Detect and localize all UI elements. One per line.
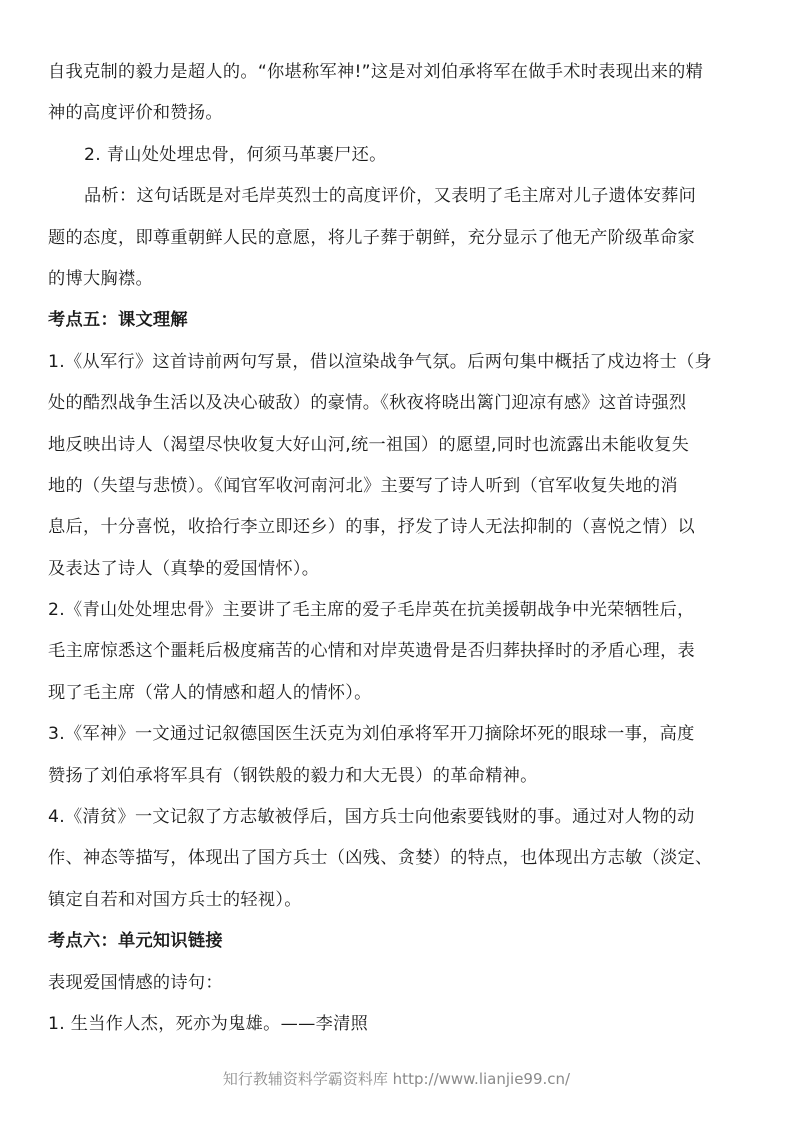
paragraph-line: 表现爱国情感的诗句：: [48, 972, 223, 993]
list-item-line: 毛主席惊悉这个噩耗后极度痛苦的心情和对岸英遗骨是否归葬抉择时的矛盾心理，表: [48, 641, 696, 662]
list-item-line: 处的酷烈战争生活以及决心破敌）的豪情。《秋夜将晓出篱门迎凉有感》这首诗强烈: [48, 393, 687, 414]
list-item-line: 1.《从军行》这首诗前两句写景，借以渲染战争气氛。后两句集中概括了戍边将士（身: [48, 351, 713, 372]
document-page: [48, 52, 748, 1045]
list-item-line: 现了毛主席（常人的情感和超人的情怀）。: [48, 682, 372, 703]
list-item-line: 息后，十分喜悦，收拾行李立即还乡）的事，抒发了诗人无法抑制的（喜悦之情）以: [48, 517, 696, 538]
list-item-line: 镇定自若和对国方兵士的轻视）。: [48, 889, 302, 910]
analysis-line: 品析：这句话既是对毛岸英烈士的高度评价，又表明了毛主席对儿子遗体安葬问: [84, 186, 697, 207]
paragraph-line: 题的态度，即尊重朝鲜人民的意愿，将儿子葬于朝鲜，充分显示了他无产阶级革命家: [48, 227, 696, 248]
list-item-line: 4.《清贫》一文记叙了方志敏被俘后，国方兵士向他索要钱财的事。通过对人物的动: [48, 807, 695, 828]
paragraph-line: 神的高度评价和赞扬。: [48, 103, 223, 124]
list-item-line: 地反映出诗人（渴望尽快收复大好山河,统一祖国）的愿望,同时也流露出未能收复失: [48, 434, 690, 455]
paragraph-line: 自我克制的毅力是超人的。“你堪称军神!”这是对刘伯承将军在做手术时表现出来的精: [48, 62, 704, 82]
paragraph-line: 的博大胸襟。: [48, 268, 153, 289]
list-item-line: 2.《青山处处埋忠骨》主要讲了毛主席的爱子毛岸英在抗美援朝战争中光荣牺牲后，: [48, 600, 695, 621]
poem-line-heading: 2. 青山处处埋忠骨，何须马革裹尸还。: [84, 144, 387, 165]
list-item-line: 赞扬了刘伯承将军具有（钢铁般的毅力和大无畏）的革命精神。: [48, 765, 538, 786]
section-heading-6: 考点六：单元知识链接: [48, 931, 223, 952]
list-item-line: 及表达了诗人（真挚的爱国情怀）。: [48, 558, 320, 579]
section-heading-5: 考点五：课文理解: [48, 310, 188, 331]
list-item-line: 地的（失望与悲愤）。《闻官军收河南河北》主要写了诗人听到（官军收复失地的消: [48, 475, 678, 496]
list-item-line: 作、神态等描写，体现出了国方兵士（凶残、贪婪）的特点，也体现出方志敏（淡定、: [48, 848, 713, 869]
list-item-line: 3.《军神》一文通过记叙德国医生沃克为刘伯承将军开刀摘除坏死的眼球一事，高度: [48, 724, 695, 745]
poem-quote-line: 1. 生当作人杰，死亦为鬼雄。——李清照: [48, 1013, 369, 1034]
footer-watermark: 知行教辅资料学霸资料库 http://www.lianjie99.cn/: [222, 1070, 571, 1088]
